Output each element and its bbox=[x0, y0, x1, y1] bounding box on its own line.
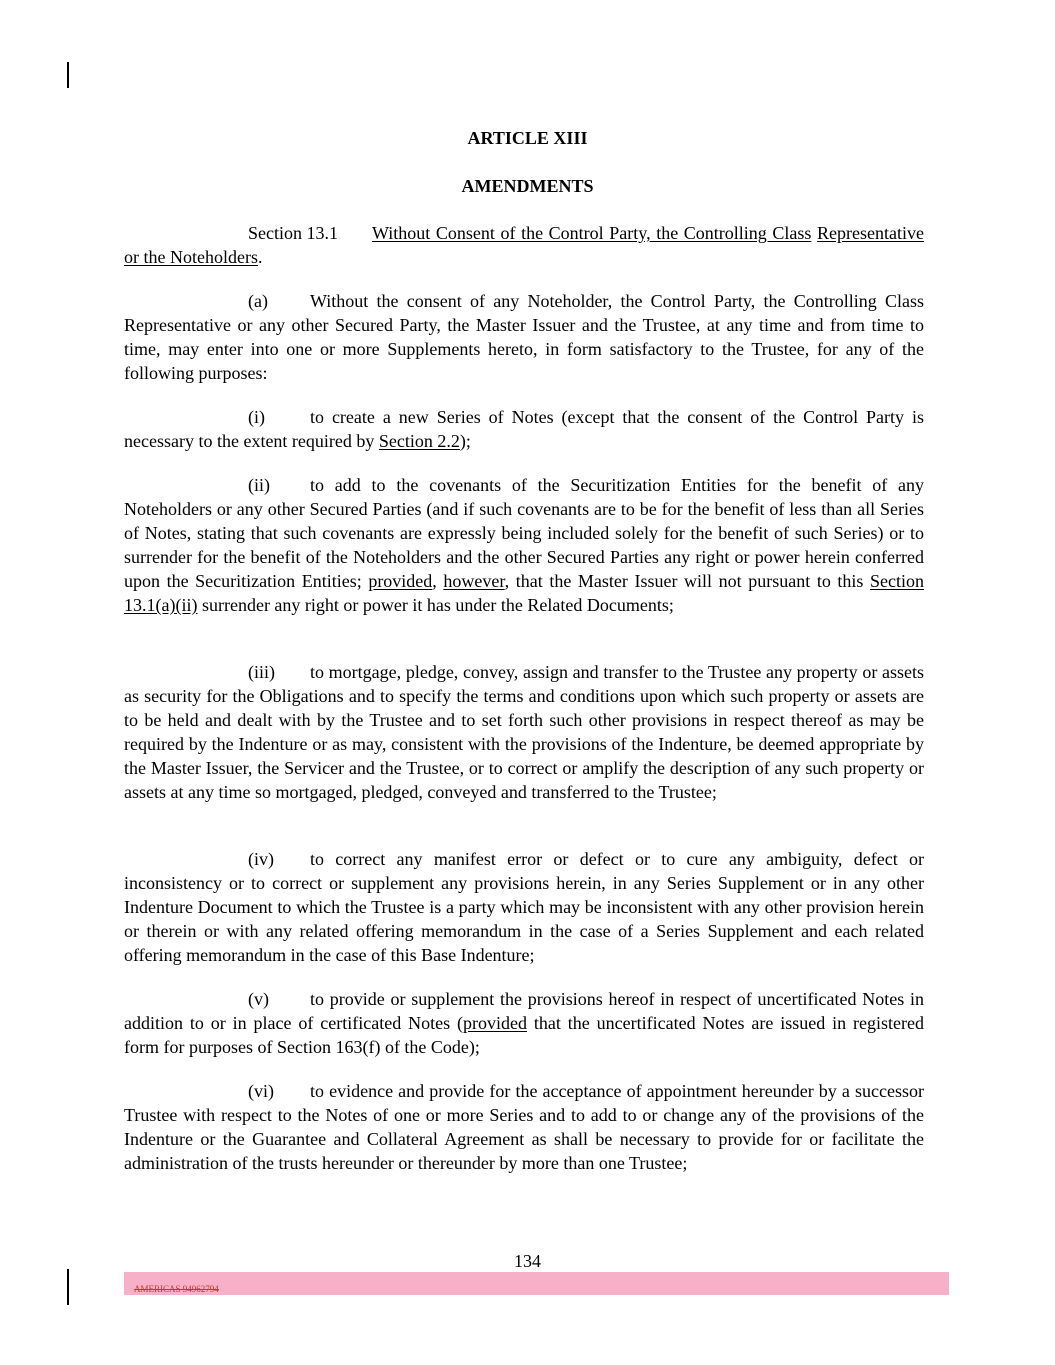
change-bar-top bbox=[67, 62, 69, 88]
clause-ii bbox=[124, 473, 924, 617]
paragraph-a-text: Without the consent of any Noteholder, the Control Party, the Controlling Class Representative or any other Secured Party, the Master Issuer and the Trustee, at any time and from time to time, may enter into one or more Supplements hereto, in form satisfactory to the Trustee, for any of the following purposes: bbox=[124, 291, 924, 383]
page-number: 134 bbox=[514, 1251, 541, 1271]
clause-ii-text-middle: , that the Master Issuer will not pursuant to this bbox=[504, 571, 871, 591]
clause-iv bbox=[124, 847, 924, 967]
article-number: ARTICLE XIII bbox=[467, 128, 588, 148]
section-title-line2: Representative or the Noteholders bbox=[124, 223, 924, 267]
clause-iii-text: to mortgage, pledge, convey, assign and transfer to the Trustee any property or assets as security for the Obligations and to specify the terms and conditions upon which such property or assets are to be held and dealt with by the Trustee and to set forth such other provisions in respect thereof as may be required by the Indenture or as may, consistent with the provisions of the Indenture, be deemed appropriate by the Master Issuer, the Servicer and the Trustee, or to correct or amplify the description of any such property or assets at any time so mortgaged, pledged, conveyed and transferred to the Trustee; bbox=[124, 662, 924, 802]
paragraph-a bbox=[124, 289, 924, 385]
clause-v bbox=[124, 987, 924, 1059]
section-number: Section 13.1 bbox=[248, 223, 338, 243]
clause-ii-ref: Section 13.1(a)(ii) bbox=[124, 571, 925, 615]
clause-i bbox=[124, 405, 924, 453]
clause-vi-text: to evidence and provide for the acceptance of appointment hereunder by a successor Trustee with respect to the Notes of one or more Series and to add to or change any of the provisions of the Indenture or the Guarantee and Collateral Agreement as shall be necessary to provide for or facilitate the administration of the trusts hereunder or thereunder by more than one Trustee; bbox=[124, 1081, 924, 1173]
clause-vi-label: (vi) bbox=[248, 1081, 274, 1101]
clause-v-text-end: that the uncertificated Notes are issued in registered form for purposes of Section 163(f) of the Code); bbox=[124, 1013, 924, 1057]
paragraph-a-label: (a) bbox=[248, 291, 268, 311]
clause-ii-label: (ii) bbox=[248, 475, 270, 495]
clause-ii-text-end: surrender any right or power it has under the Related Documents; bbox=[197, 595, 674, 615]
footer-band bbox=[124, 1272, 949, 1295]
clause-ii-however: however bbox=[443, 571, 505, 591]
clause-iv-text: to correct any manifest error or defect or to cure any ambiguity, defect or inconsistency or to correct or supplement any provisions herein, in any Series Supplement or in any other Indenture Document to which the Trustee is a party which may be inconsistent with any other provision herein or therein or with any related offering memorandum in the case of a Series Supplement and each related offering memorandum in the case of this Base Indenture; bbox=[124, 849, 924, 965]
clause-i-text: to create a new Series of Notes (except that the consent of the Control Party is necessary to the extent required by bbox=[124, 407, 924, 451]
clause-iv-label: (iv) bbox=[248, 849, 274, 869]
clause-i-label: (i) bbox=[248, 407, 265, 427]
clause-ii-provided: provided bbox=[368, 571, 433, 591]
clause-ii-comma: , bbox=[432, 571, 444, 591]
section-heading bbox=[124, 221, 924, 269]
clause-v-provided: provided bbox=[463, 1013, 527, 1033]
section-title-line1: Without Consent of the Control Party, the Controlling Class bbox=[372, 223, 812, 243]
document-id: AMERICAS 94962794 bbox=[134, 1284, 219, 1294]
article-title: AMENDMENTS bbox=[461, 176, 594, 196]
clause-iii-label: (iii) bbox=[248, 662, 275, 682]
clause-v-text: to provide or supplement the provisions hereof in respect of uncertificated Notes in addition to or in place of certificated Notes ( bbox=[124, 989, 924, 1033]
clause-ii-text: to add to the covenants of the Securitization Entities for the benefit of any Noteholders or any other Secured Parties (and if such covenants are to be for the benefit of less than all Series of Notes, stating that such covenants are expressly being included solely for the benefit of such Series) or to surrender for the benefit of the Noteholders and the other Secured Parties any right or power herein conferred upon the Securitization Entities; bbox=[124, 475, 924, 591]
change-bar-bottom bbox=[67, 1269, 69, 1305]
clause-vi bbox=[124, 1079, 924, 1175]
clause-i-text-end: ); bbox=[459, 431, 471, 451]
section-title-end: . bbox=[257, 247, 263, 267]
clause-iii bbox=[124, 660, 924, 804]
clause-v-label: (v) bbox=[248, 989, 269, 1009]
clause-i-ref: Section 2.2 bbox=[378, 431, 460, 451]
